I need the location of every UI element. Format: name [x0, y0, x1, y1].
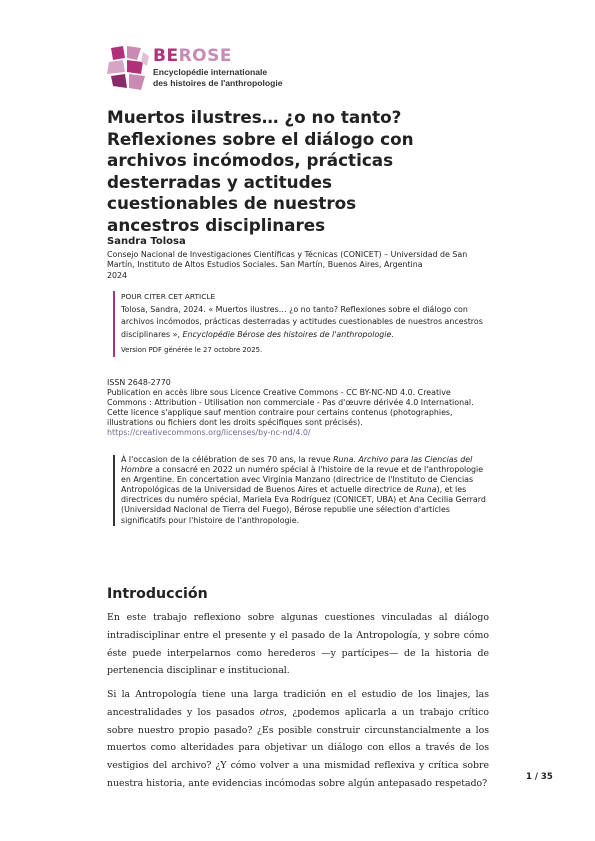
author-name: Sandra Tolosa — [107, 236, 186, 247]
brand-be: BE — [153, 46, 179, 66]
citation-box — [113, 291, 493, 357]
body-paragraph-2: Si la Antropología tiene una larga tradición en el estudio de los linajes, las ancestralidades y los pasados otros, ¿podemos aplicarla a un trabajo crítico sobre nuestro propio pasado? ¿Es posible construir circunstancialmente a los muertos como alteridades para objetivar un diálogo con ellos a través de los vestigios del archivo? ¿Y cómo volver a una mismidad reflexiva y crítica sobre nuestra historia, ante evidencias incómodas sobre algún antepasado respetado? — [107, 689, 489, 789]
license-link[interactable]: https://creativecommons.org/licenses/by-nc-nd/4.0/ — [107, 428, 311, 438]
citation-label: POUR CITER CET ARTICLE — [121, 292, 216, 301]
citation-text: Tolosa, Sandra, 2024. « Muertos ilustres… ¿o no tanto? Reflexiones sobre el diálogo con archivos incómodos, prácticas desterradas y actitudes cuestionables de nuestros ancestros disciplinares », Encyclopédie Bérose des histoires de l'anthropologie. — [121, 304, 483, 339]
citation-journal: Encyclopédie Bérose des histoires de l'anthropologie — [182, 329, 392, 339]
brand-tagline: Encyclopédie internationale des histoires de l'anthropologie — [153, 67, 283, 88]
berose-flower-icon — [107, 46, 149, 90]
author-affiliation: Consejo Nacional de Investigaciones Científicas y Técnicas (CONICET) – Universidad de San Martín, Instituto de Altos Estudios Sociales. San Martín, Buenos Aires, Argentina — [107, 250, 468, 269]
page-number: 1 / 35 — [526, 772, 553, 782]
body-paragraph-1: En este trabajo reflexiono sobre algunas cuestiones vinculadas al diálogo intradisciplinar entre el presente y el pasado de la Antropología, y sobre cómo éste puede interpelarnos como herederos —y partícipes— de la historia de pertenencia disciplinar e institucional. — [107, 612, 489, 677]
brand-rose: ROSE — [178, 46, 232, 66]
issn: ISSN 2648-2770 — [107, 378, 171, 387]
publication-year: 2024 — [107, 271, 128, 280]
pdf-generated-note: Version PDF générée le 27 octobre 2025. — [121, 346, 263, 355]
article-title: Muertos ilustres… ¿o no tanto? Reflexiones sobre el diálogo con archivos incómodos, prácticas desterradas y actitudes cuestionables de nuestros ancestros disciplinares — [107, 107, 414, 235]
license-text: Publication en accès libre sous Licence Creative Commons - CC BY-NC-ND 4.0. Creative Commons : Attribution - Utilisation non commerciale - Pas d'œuvre dérivée 4.0 International. Cette licence s'applique sauf mention contraire pour certains contenus (photographies, illustrations ou fichiers dont les droits spécifiques sont précisés). — [107, 388, 474, 428]
section-title: Introducción — [107, 586, 208, 602]
license-block — [107, 378, 485, 439]
editorial-note: À l'occasion de la célébration de ses 70 ans, la revue Runa. Archivo para las Ciencias del Hombre a consacré en 2022 un numéro spécial à l'histoire de la revue et de l'anthropologie en Argentine. En concertation avec Virginia Manzano (directrice de l'Instituto de Ciencias Antropológicas de la Universidad de Buenos Aires et actuelle directrice de Runa), et les directrices du numéro spécial, Mariela Eva Rodríguez (CONICET, UBA) et Ana Cecilia Gerrard (Universidad Nacional de Tierra del Fuego), Bérose republie une sélection d'articles significatifs pour l'histoire de l'anthropologie. — [113, 455, 493, 526]
berose-logo — [107, 46, 317, 94]
